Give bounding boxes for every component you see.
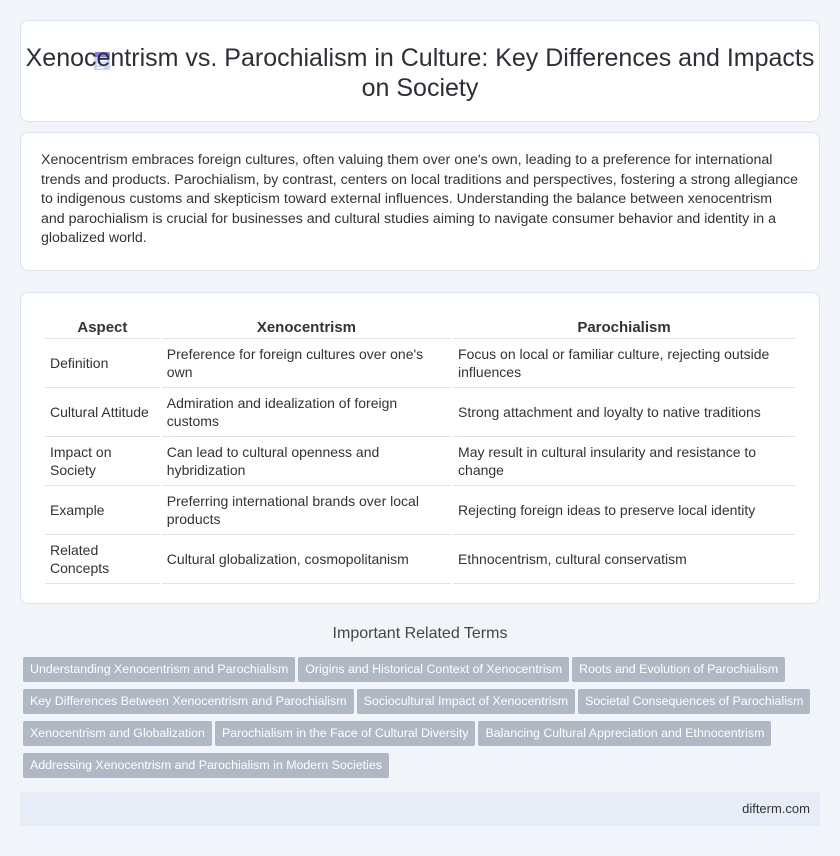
table-row <box>45 535 795 584</box>
column-header: Xenocentrism <box>162 313 451 339</box>
table-cell: Example <box>45 486 160 535</box>
related-term-tag[interactable]: Xenocentrism and Globalization <box>23 721 212 746</box>
table-cell: Definition <box>45 339 160 388</box>
page-title: Xenocentrism vs. Parochialism in Culture: Key Differences and Impacts on Society <box>25 44 815 102</box>
related-term-tag[interactable]: Societal Consequences of Parochialism <box>578 689 810 714</box>
table-cell: Rejecting foreign ideas to preserve local identity <box>453 486 795 535</box>
comparison-table <box>43 313 797 584</box>
table-cell: Cultural Attitude <box>45 388 160 437</box>
related-terms-heading: Important Related Terms <box>332 625 508 642</box>
table-cell: Preference for foreign cultures over one's own <box>162 339 451 388</box>
header-card <box>20 20 820 122</box>
table-cell: Can lead to cultural openness and hybridization <box>162 437 451 486</box>
table-header-row <box>45 313 795 339</box>
table-row <box>45 437 795 486</box>
table-cell: Preferring international brands over local products <box>162 486 451 535</box>
table-cell: Ethnocentrism, cultural conservatism <box>453 535 795 584</box>
intro-paragraph: Xenocentrism embraces foreign cultures, often valuing them over one's own, leading to a preference for international trends and products. Parochialism, by contrast, centers on local traditions and perspectives, fostering a strong allegiance to indigenous customs and skepticism toward external influences. Understanding the balance between xenocentrism and parochialism is crucial for businesses and cultural studies aiming to navigate consumer behavior and identity in a globalized world. <box>41 152 799 246</box>
related-term-tag[interactable]: Roots and Evolution of Parochialism <box>572 657 785 682</box>
site-name[interactable]: difterm.com <box>742 801 810 816</box>
column-header: Parochialism <box>453 313 795 339</box>
related-term-tag[interactable]: Sociocultural Impact of Xenocentrism <box>357 689 576 714</box>
comparison-table-card <box>20 292 820 604</box>
table-cell: Strong attachment and loyalty to native traditions <box>453 388 795 437</box>
table-row <box>45 486 795 535</box>
table-cell: May result in cultural insularity and resistance to change <box>453 437 795 486</box>
table-row <box>45 339 795 388</box>
related-terms-list <box>23 657 823 785</box>
table-cell: Admiration and idealization of foreign customs <box>162 388 451 437</box>
table-row <box>45 388 795 437</box>
table-cell: Impact on Society <box>45 437 160 486</box>
table-cell: Cultural globalization, cosmopolitanism <box>162 535 451 584</box>
footer <box>20 792 820 826</box>
table-cell: Focus on local or familiar culture, rejecting outside influences <box>453 339 795 388</box>
related-term-tag[interactable]: Key Differences Between Xenocentrism and Parochialism <box>23 689 354 714</box>
related-term-tag[interactable]: Origins and Historical Context of Xenocentrism <box>298 657 569 682</box>
related-term-tag[interactable]: Balancing Cultural Appreciation and Ethnocentrism <box>478 721 771 746</box>
intro-card <box>20 132 820 271</box>
related-term-tag[interactable]: Understanding Xenocentrism and Parochialism <box>23 657 295 682</box>
related-term-tag[interactable]: Parochialism in the Face of Cultural Diversity <box>215 721 476 746</box>
column-header: Aspect <box>45 313 160 339</box>
related-term-tag[interactable]: Addressing Xenocentrism and Parochialism in Modern Societies <box>23 753 389 778</box>
table-cell: Related Concepts <box>45 535 160 584</box>
